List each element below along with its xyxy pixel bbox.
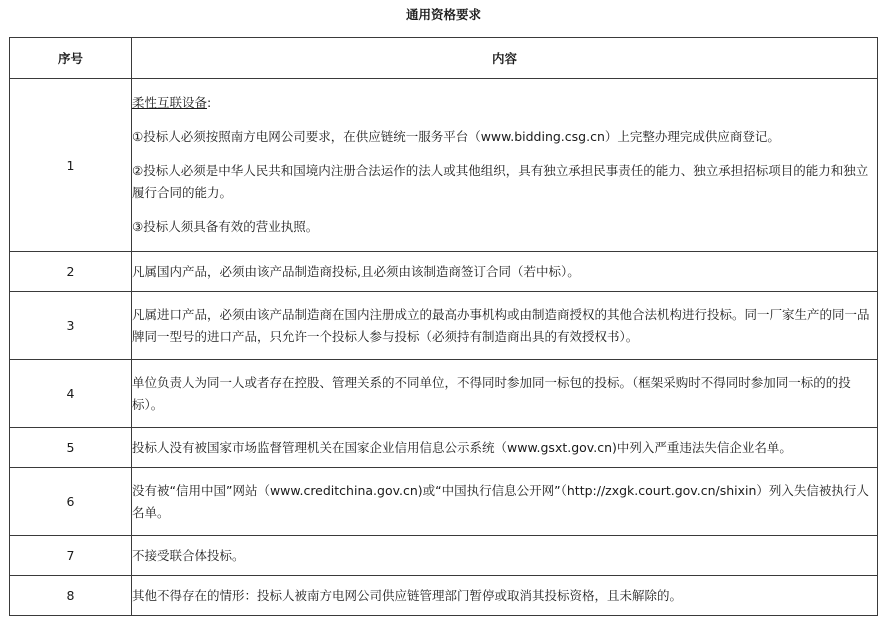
row-number: 4 xyxy=(10,360,132,428)
requirement-item: ①投标人必须按照南方电网公司要求，在供应链统一服务平台（www.bidding.csg.cn）上完整办理完成供应商登记。 xyxy=(132,129,780,144)
table-row xyxy=(10,428,878,468)
category-line xyxy=(132,92,877,114)
category-label: 柔性互联设备 xyxy=(132,95,208,110)
row-content xyxy=(132,79,878,252)
requirement-item: ③投标人须具备有效的营业执照。 xyxy=(132,219,319,234)
row-number: 8 xyxy=(10,576,132,616)
row-number: 2 xyxy=(10,252,132,292)
requirement-item: ②投标人必须是中华人民共和国境内注册合法运作的法人或其他组织，具有独立承担民事责任的能力、独立承担招标项目的能力和独立履行合同的能力。 xyxy=(132,163,869,200)
row-content: 凡属国内产品，必须由该产品制造商投标,且必须由该制造商签订合同（若中标）。 xyxy=(132,252,878,292)
row-number: 1 xyxy=(10,79,132,252)
row-number: 3 xyxy=(10,292,132,360)
row-content: 凡属进口产品，必须由该产品制造商在国内注册成立的最高办事机构或由制造商授权的其他合法机构进行投标。同一厂家生产的同一品牌同一型号的进口产品，只允许一个投标人参与投标（必须持有制造商出具的有效授权书）。 xyxy=(132,292,878,360)
table-row xyxy=(10,79,878,252)
row-content: 不接受联合体投标。 xyxy=(132,536,878,576)
table-row xyxy=(10,292,878,360)
table-row xyxy=(10,360,878,428)
table-row xyxy=(10,252,878,292)
row-content: 其他不得存在的情形：投标人被南方电网公司供应链管理部门暂停或取消其投标资格，且未解除的。 xyxy=(132,576,878,616)
table-row xyxy=(10,536,878,576)
row-content: 单位负责人为同一人或者存在控股、管理关系的不同单位，不得同时参加同一标包的投标。（框架采购时不得同时参加同一标的的投标）。 xyxy=(132,360,878,428)
table-header-row xyxy=(10,38,878,79)
row-content: 没有被“信用中国”网站（www.creditchina.gov.cn)或“中国执行信息公开网”（http://zxgk.court.gov.cn/shixin）列入失信被执行人名单。 xyxy=(132,468,878,536)
table-row xyxy=(10,468,878,536)
header-content: 内容 xyxy=(132,38,878,79)
document-title: 通用资格要求 xyxy=(405,7,481,22)
requirements-table xyxy=(9,37,878,616)
header-no: 序号 xyxy=(10,38,132,79)
row-number: 7 xyxy=(10,536,132,576)
table-row xyxy=(10,576,878,616)
row-number: 5 xyxy=(10,428,132,468)
row-number: 6 xyxy=(10,468,132,536)
category-suffix: : xyxy=(207,95,212,110)
row-content: 投标人没有被国家市场监督管理机关在国家企业信用信息公示系统（www.gsxt.gov.cn)中列入严重违法失信企业名单。 xyxy=(132,428,878,468)
